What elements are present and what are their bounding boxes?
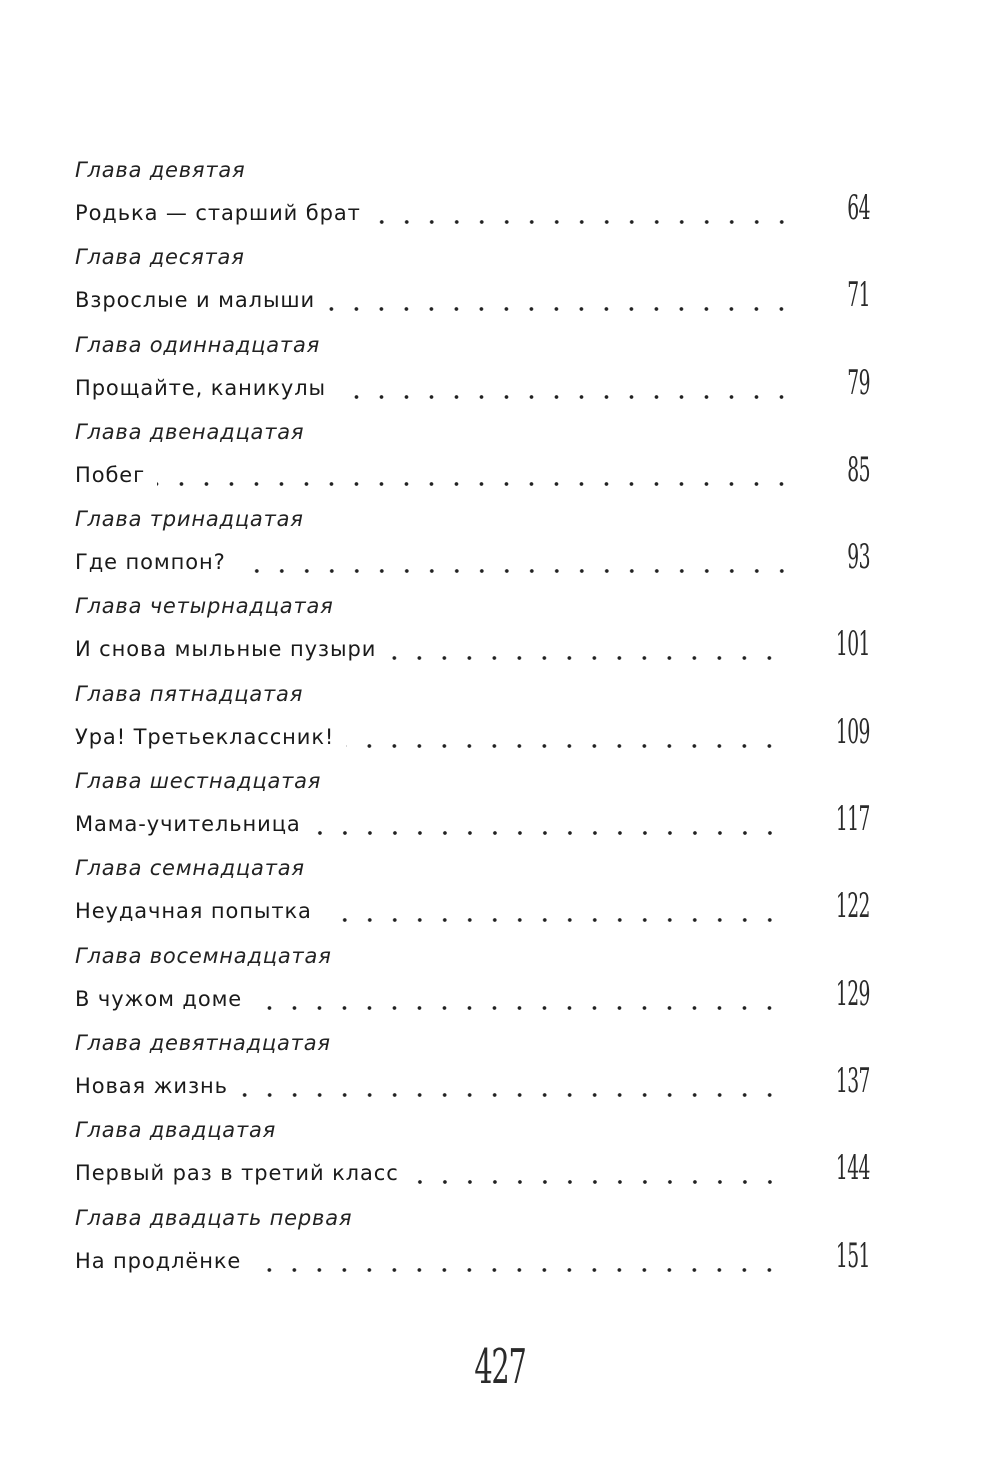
toc-entry[interactable] xyxy=(75,853,870,940)
page-number[interactable]: 151 xyxy=(835,1235,870,1276)
chapter-label: Глава девятнадцатая xyxy=(75,1030,331,1055)
toc-entry[interactable] xyxy=(75,155,870,242)
page-number[interactable]: 71 xyxy=(847,275,870,316)
chapter-title[interactable]: Родька — старший брат xyxy=(75,201,361,225)
toc-entry[interactable] xyxy=(75,1028,870,1115)
title-row xyxy=(75,886,870,926)
page-number[interactable]: 64 xyxy=(847,188,870,228)
toc-entry[interactable] xyxy=(75,504,870,591)
page-number[interactable]: 122 xyxy=(835,886,870,927)
dot-leader xyxy=(238,545,794,575)
table-of-contents xyxy=(75,155,870,1290)
title-row xyxy=(75,712,870,752)
dot-leader xyxy=(411,1156,782,1186)
dot-leader xyxy=(373,196,794,226)
page-number[interactable]: 144 xyxy=(835,1148,870,1189)
dot-leader xyxy=(327,283,794,313)
title-row xyxy=(75,188,870,228)
chapter-label: Глава тринадцатая xyxy=(75,507,304,532)
title-row xyxy=(75,974,870,1014)
chapter-label: Глава двенадцатая xyxy=(75,419,305,444)
chapter-title[interactable]: Где помпон? xyxy=(75,550,226,575)
dot-leader xyxy=(313,807,782,837)
title-row xyxy=(75,799,870,839)
toc-entry[interactable] xyxy=(75,417,870,504)
toc-entry[interactable] xyxy=(75,766,870,853)
chapter-label: Глава двадцать первая xyxy=(75,1205,353,1230)
chapter-title[interactable]: В чужом доме xyxy=(75,986,243,1011)
toc-entry[interactable] xyxy=(75,941,870,1028)
title-row xyxy=(75,450,870,490)
chapter-label: Глава шестнадцатая xyxy=(75,769,322,794)
chapter-label: Глава одиннадцатая xyxy=(75,332,321,357)
page-number[interactable]: 137 xyxy=(835,1060,870,1101)
toc-entry[interactable] xyxy=(75,1115,870,1202)
toc-entry[interactable] xyxy=(75,591,870,678)
chapter-title[interactable]: Взрослые и малыши xyxy=(75,288,316,313)
page-number[interactable]: 85 xyxy=(847,449,870,490)
dot-leader xyxy=(254,982,782,1012)
dot-leader xyxy=(338,371,794,401)
page-number[interactable]: 129 xyxy=(835,973,870,1014)
chapter-title[interactable]: Побег xyxy=(75,462,146,487)
toc-entry[interactable] xyxy=(75,1203,870,1290)
title-row xyxy=(75,624,870,664)
dot-leader xyxy=(253,1244,782,1274)
title-row xyxy=(75,363,870,403)
page-folio: 427 xyxy=(474,1339,526,1395)
chapter-title[interactable]: И снова мыльные пузыри xyxy=(75,637,377,662)
chapter-title[interactable]: Мама-учительница xyxy=(75,812,301,837)
dot-leader xyxy=(388,632,782,662)
chapter-label: Глава девятая xyxy=(75,158,246,182)
toc-entry[interactable] xyxy=(75,242,870,329)
title-row xyxy=(75,275,870,315)
dot-leader xyxy=(240,1069,782,1099)
chapter-label: Глава двадцатая xyxy=(75,1118,277,1143)
chapter-title[interactable]: Неудачная попытка xyxy=(75,899,312,924)
title-row xyxy=(75,1236,870,1276)
page-number[interactable]: 79 xyxy=(847,362,870,403)
dot-leader xyxy=(157,458,794,488)
page-number[interactable]: 117 xyxy=(835,799,870,840)
chapter-label: Глава пятнадцатая xyxy=(75,681,304,706)
toc-entry[interactable] xyxy=(75,330,870,417)
chapter-label: Глава четырнадцатая xyxy=(75,594,334,619)
chapter-label: Глава восемнадцатая xyxy=(75,943,332,968)
chapter-title[interactable]: Первый раз в третий класс xyxy=(75,1161,399,1186)
chapter-label: Глава семнадцатая xyxy=(75,856,305,881)
title-row xyxy=(75,537,870,577)
page-number[interactable]: 109 xyxy=(835,711,870,752)
dot-leader xyxy=(324,894,782,924)
chapter-title[interactable]: Прощайте, каникулы xyxy=(75,375,327,400)
toc-entry[interactable] xyxy=(75,679,870,766)
chapter-label: Глава десятая xyxy=(75,245,245,270)
dot-leader xyxy=(346,720,782,750)
title-row xyxy=(75,1061,870,1101)
chapter-title[interactable]: Ура! Третьеклассник! xyxy=(75,724,335,749)
page-number[interactable]: 101 xyxy=(835,624,870,665)
title-row xyxy=(75,1148,870,1188)
page-number[interactable]: 93 xyxy=(847,537,870,578)
chapter-title[interactable]: На продлёнке xyxy=(75,1248,242,1273)
chapter-title[interactable]: Новая жизнь xyxy=(75,1073,228,1098)
